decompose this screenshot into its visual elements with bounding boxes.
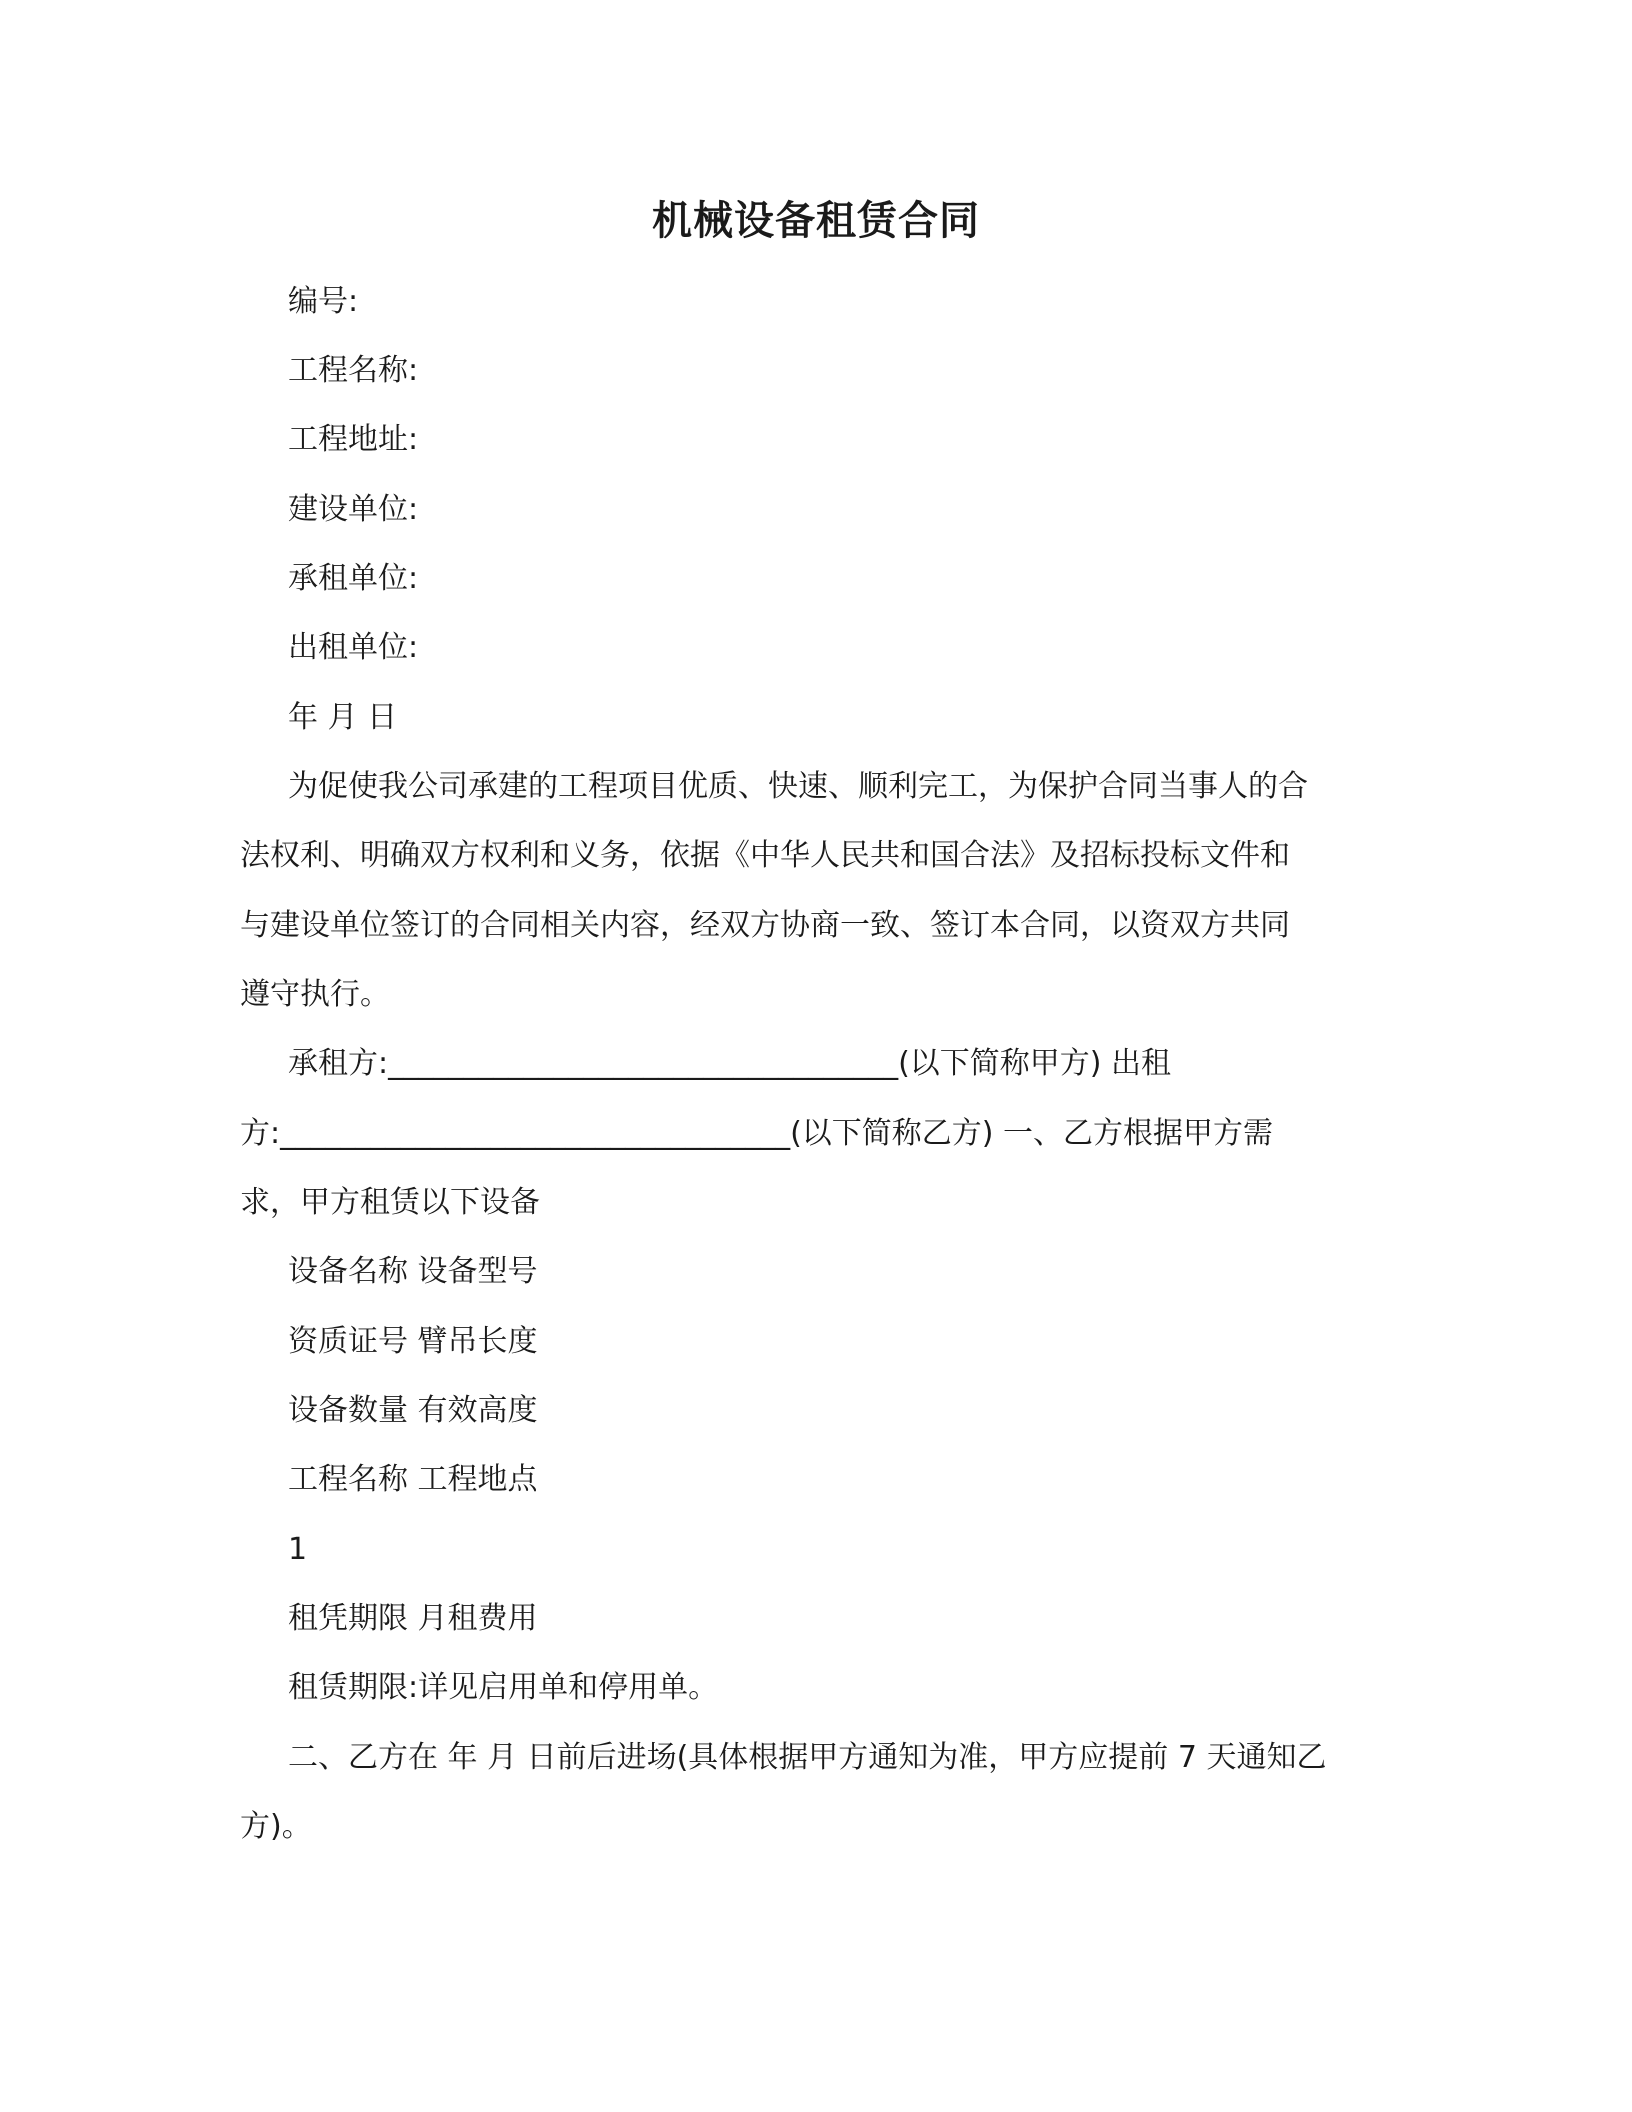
document-title: 机械设备租赁合同 bbox=[652, 198, 980, 244]
field-project-name: 工程名称: bbox=[288, 353, 419, 388]
equipment-row-3: 设备数量 有效高度 bbox=[288, 1393, 538, 1428]
parties-line-3: 求，甲方租赁以下设备 bbox=[240, 1185, 540, 1220]
parties-line-2: 方:__________________________________(以下简称乙方) 一、乙方根据甲方需 bbox=[240, 1116, 1274, 1151]
field-lessee-unit: 承租单位: bbox=[288, 561, 419, 596]
preamble-line-1: 为促使我公司承建的工程项目优质、快速、顺利完工，为保护合同当事人的合 bbox=[288, 769, 1308, 804]
equipment-row-2: 资质证号 臂吊长度 bbox=[288, 1324, 538, 1359]
equipment-row-6: 租凭期限 月租费用 bbox=[288, 1601, 538, 1636]
lease-term-line: 租赁期限:详见启用单和停用单。 bbox=[288, 1670, 719, 1705]
preamble-line-4: 遵守执行。 bbox=[240, 977, 390, 1012]
field-date: 年 月 日 bbox=[288, 700, 398, 735]
preamble-line-3: 与建设单位签订的合同相关内容，经双方协商一致、签订本合同，以资双方共同 bbox=[240, 908, 1290, 943]
field-lessor-unit: 出租单位: bbox=[288, 630, 419, 665]
field-construction-unit: 建设单位: bbox=[288, 492, 419, 527]
equipment-row-5: 1 bbox=[288, 1532, 308, 1567]
field-project-address: 工程地址: bbox=[288, 422, 419, 457]
clause-two-line-2: 方)。 bbox=[240, 1809, 312, 1844]
clause-two-line-1: 二、乙方在 年 月 日前后进场(具体根据甲方通知为准，甲方应提前 7 天通知乙 bbox=[288, 1740, 1327, 1775]
equipment-row-1: 设备名称 设备型号 bbox=[288, 1254, 538, 1289]
field-serial-number: 编号: bbox=[288, 284, 359, 319]
preamble-line-2: 法权利、明确双方权利和义务，依据《中华人民共和国合法》及招标投标文件和 bbox=[240, 838, 1290, 873]
parties-line-1: 承租方:__________________________________(以下简称甲方) 出租 bbox=[288, 1046, 1172, 1081]
equipment-row-4: 工程名称 工程地点 bbox=[288, 1462, 538, 1497]
